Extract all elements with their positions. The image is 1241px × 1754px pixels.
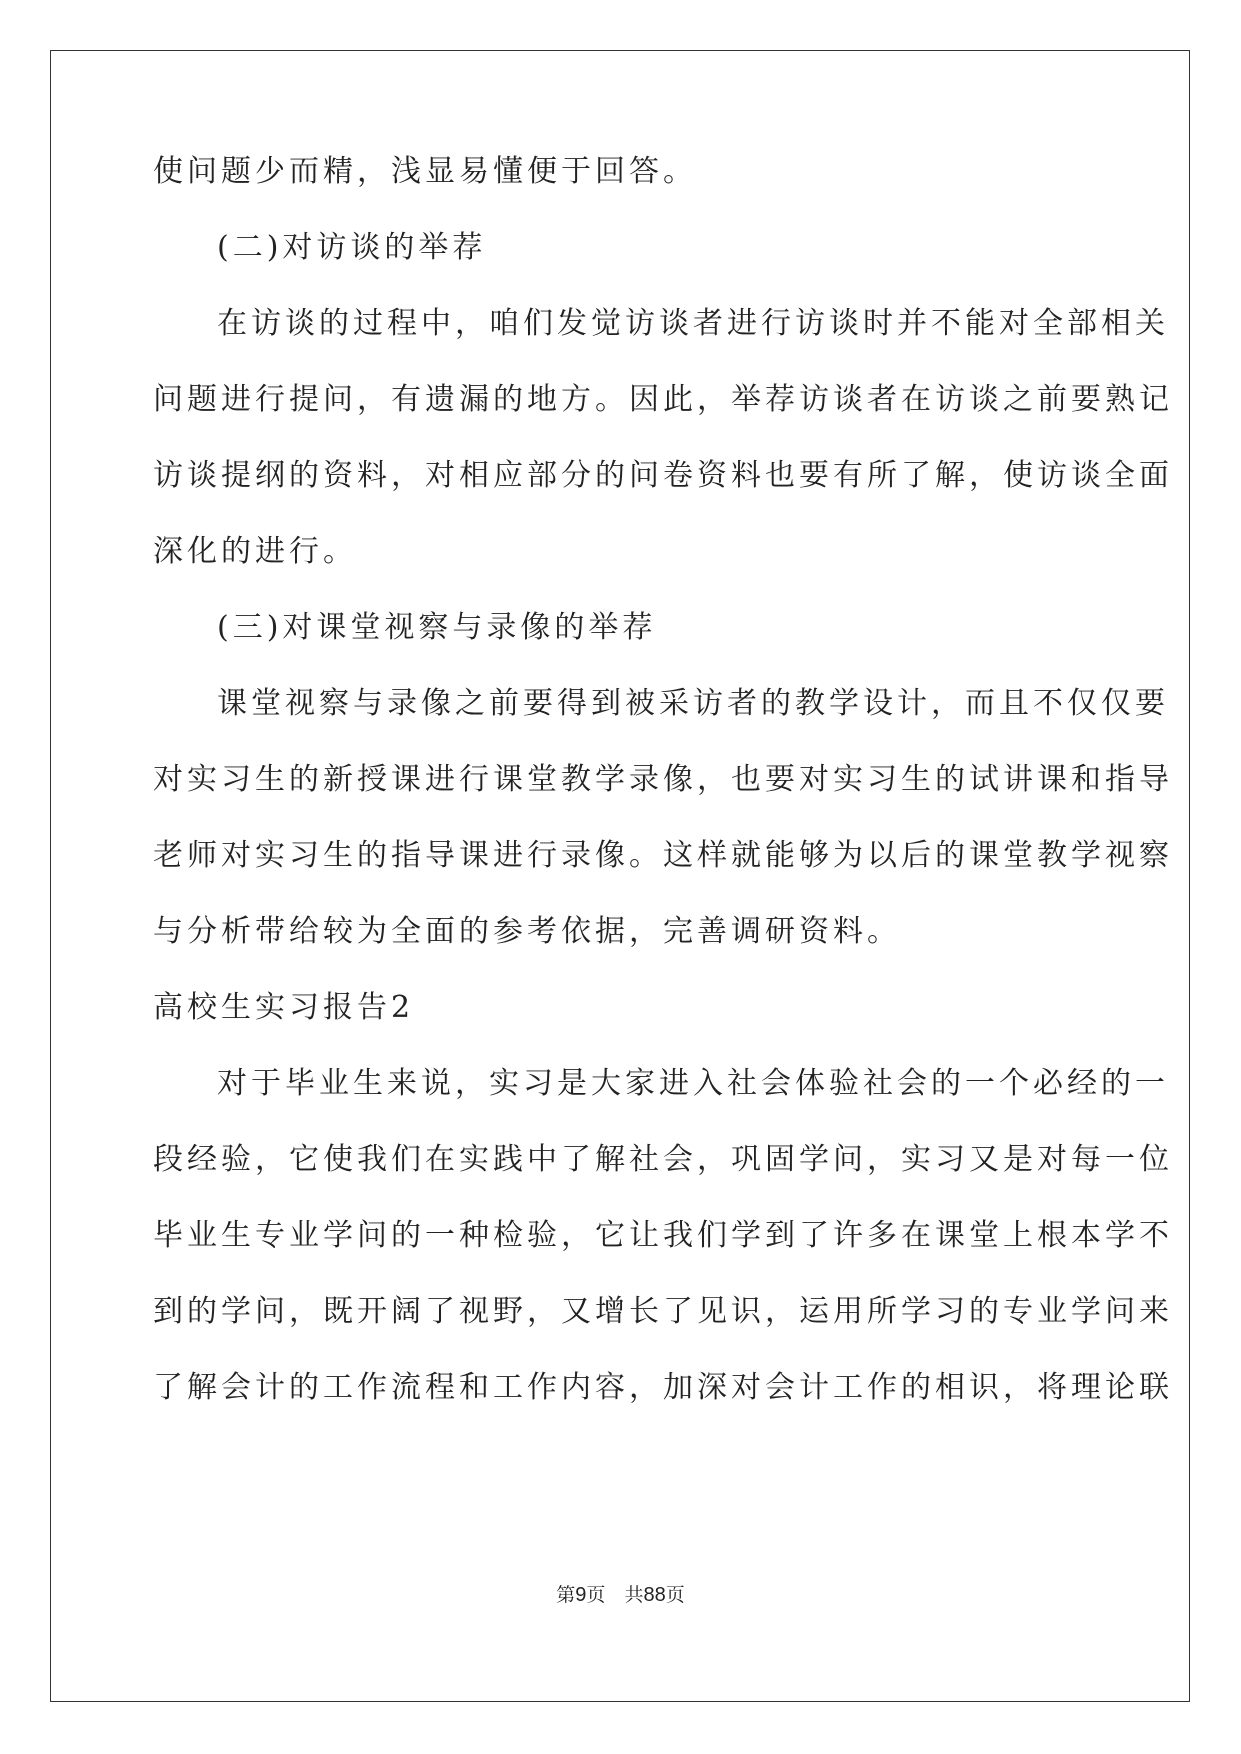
text-line: 课堂视察与录像之前要得到被采访者的教学设计，而且不仅仅要 — [217, 686, 1169, 721]
footer-total-prefix: 共 — [624, 1585, 644, 1606]
total-page-number: 88 — [643, 1584, 666, 1606]
section-heading: (二)对访谈的举荐 — [217, 230, 487, 265]
text-line: 对实习生的新授课进行课堂教学录像，也要对实习生的试讲课和指导 — [153, 762, 1173, 797]
page-border — [50, 50, 1190, 1702]
text-line: 对于毕业生来说，实习是大家进入社会体验社会的一个必经的一 — [217, 1066, 1169, 1101]
footer-prefix: 第 — [556, 1585, 576, 1606]
current-page-number: 9 — [575, 1584, 587, 1606]
report-title: 高校生实习报告2 — [153, 990, 415, 1025]
text-line: 了解会计的工作流程和工作内容，加深对会计工作的相识，将理论联 — [153, 1370, 1173, 1405]
text-line: 深化的进行。 — [153, 534, 357, 569]
text-line: 在访谈的过程中，咱们发觉访谈者进行访谈时并不能对全部相关 — [217, 306, 1169, 341]
section-heading: (三)对课堂视察与录像的举荐 — [217, 610, 657, 645]
text-line: 与分析带给较为全面的参考依据，完善调研资料。 — [153, 914, 901, 949]
page-footer — [0, 1580, 1241, 1607]
text-line: 老师对实习生的指导课进行录像。这样就能够为以后的课堂教学视察 — [153, 838, 1173, 873]
text-line: 到的学问，既开阔了视野，又增长了见识，运用所学习的专业学问来 — [153, 1294, 1173, 1329]
footer-page-suffix: 页 — [586, 1585, 606, 1606]
text-line: 毕业生专业学问的一种检验，它让我们学到了许多在课堂上根本学不 — [153, 1218, 1173, 1253]
text-line: 问题进行提问，有遗漏的地方。因此，举荐访谈者在访谈之前要熟记 — [153, 382, 1173, 417]
text-line: 使问题少而精，浅显易懂便于回答。 — [153, 154, 697, 189]
text-line: 段经验，它使我们在实践中了解社会，巩固学问，实习又是对每一位 — [153, 1142, 1173, 1177]
text-line: 访谈提纲的资料，对相应部分的问卷资料也要有所了解，使访谈全面 — [153, 458, 1173, 493]
footer-total-suffix: 页 — [665, 1585, 685, 1606]
